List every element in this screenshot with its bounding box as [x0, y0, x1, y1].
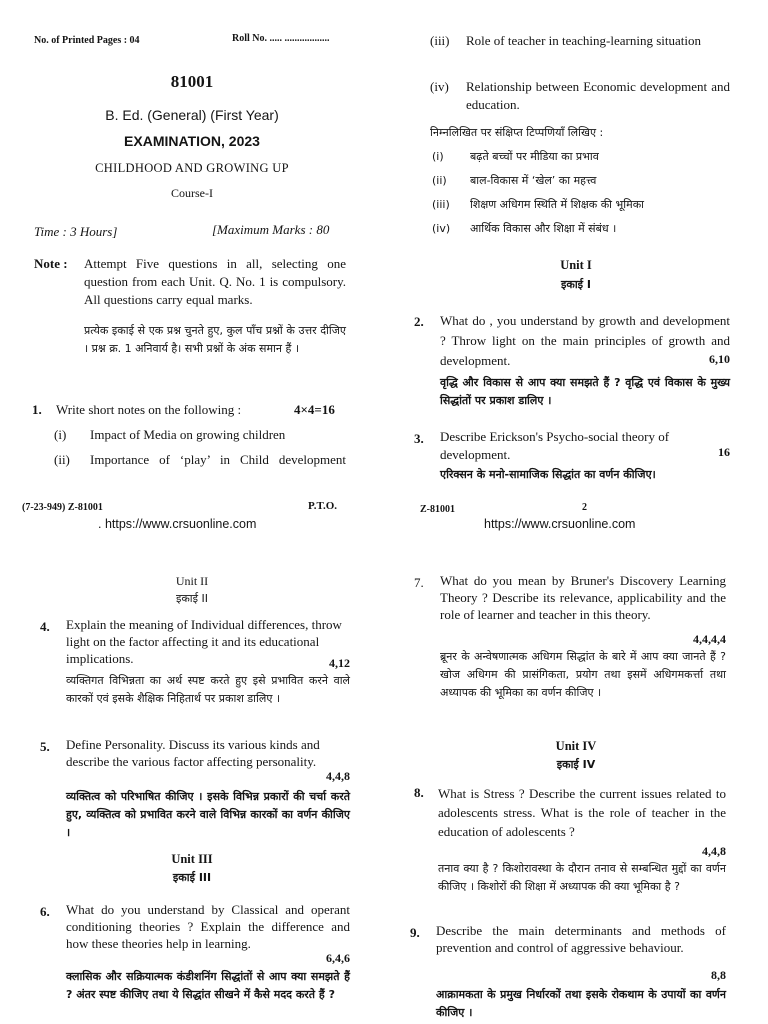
q1-hindi-item-iii-text: शिक्षण अधिगम स्थिति में शिक्षक की भूमिका	[470, 198, 644, 211]
q3-hindi: एरिक्सन के मनो-सामाजिक सिद्धांत का वर्णन कीजिए।	[440, 468, 656, 481]
q7-number: 7.	[414, 575, 424, 590]
q4-hindi: व्यक्तिगत विभिन्नता का अर्थ स्पष्ट करते हुए इसे प्रभावित करने वाले कारकों एवं इसके शैक्षिक निहितार्थ पर प्रकाश डालिए ।	[66, 674, 350, 705]
q3-marks: 16	[718, 445, 730, 459]
q1-number: 1.	[32, 402, 42, 417]
q1-item-iv-number: (iv)	[430, 79, 449, 94]
exam-page-4	[384, 556, 768, 1024]
exam-page-1	[0, 0, 384, 540]
q5-marks: 4,4,8	[326, 769, 350, 783]
q1-hindi-item-iv-number: (iv)	[432, 222, 451, 235]
q1-item-ii-number: (ii)	[54, 452, 70, 467]
q7-english: What do you mean by Bruner's Discovery Learning Theory ? Describe its relevance, applicability and the role of learner and teacher in this theory.	[440, 573, 726, 622]
q8-marks: 4,4,8	[702, 844, 726, 858]
q6-english: What do you understand by Classical and operant conditioning theories ? Explain the difference and how these theories help in learning.	[66, 902, 350, 951]
unit-2-heading: Unit II	[175, 574, 209, 588]
q6-marks: 6,4,6	[326, 951, 350, 965]
roll-no-label: Roll No. ..... ..................	[232, 33, 330, 44]
unit-4-heading: Unit IV	[555, 739, 597, 753]
printed-pages-label: No. of Printed Pages : 04	[34, 35, 140, 46]
q1-hindi-item-i-number: (i)	[432, 150, 444, 163]
q2-number: 2.	[414, 314, 424, 329]
unit-4-hindi-heading: इकाई IV	[556, 758, 596, 771]
course-label: Course-I	[171, 186, 213, 200]
q1-hindi-item-i-text: बढ़ते बच्चों पर मीडिया का प्रभाव	[470, 150, 599, 163]
program-title: B. Ed. (General) (First Year)	[105, 107, 279, 123]
q2-english: What do , you understand by growth and development ? Throw light on the main principles of growth and development.	[440, 313, 730, 368]
q3-english: Describe Erickson's Psycho-social theory of development.	[440, 429, 670, 462]
q9-english: Describe the main determinants and methods of prevention and control of aggressive behaviour.	[436, 923, 726, 955]
time-label: Time : 3 Hours]	[34, 224, 118, 239]
q5-hindi: व्यक्तित्व को परिभाषित कीजिए । इसके विभिन्न प्रकारों की चर्चा करते हुए, व्यक्तित्व को प्रभावित करने वाले विभिन्न कारकों का वर्णन कीजिए ।	[66, 790, 350, 839]
unit-2-hindi-heading: इकाई II	[175, 592, 209, 605]
q9-number: 9.	[410, 925, 420, 940]
exam-page-2	[384, 0, 768, 540]
q6-hindi: क्लासिक और सक्रियात्मक कंडीशनिंग सिद्धांतों से आप क्या समझते हैं ? अंतर स्पष्ट कीजिए तथा ये सिद्धांत सीखने में कैसे मदद करते हैं ?	[66, 970, 350, 1001]
q9-hindi: आक्रामकता के प्रमुख निर्धारकों तथा इसके रोकथाम के उपायों का वर्णन कीजिए ।	[436, 988, 726, 1019]
q1-hindi-item-iv-text: आर्थिक विकास और शिक्षा में संबंध ।	[470, 222, 617, 235]
q1-hindi-item-iii-number: (iii)	[432, 198, 450, 211]
q7-marks: 4,4,4,4	[693, 632, 726, 646]
footer-code: (7-23-949) Z-81001	[22, 502, 103, 513]
q8-number: 8.	[414, 785, 424, 800]
q4-number: 4.	[40, 619, 50, 634]
unit-1-hindi-heading: इकाई I	[560, 278, 592, 291]
q1-text: Write short notes on the following :	[56, 402, 242, 417]
q2-hindi: वृद्धि और विकास से आप क्या समझते हैं ? वृद्धि एवं विकास के मुख्य सिद्धांतों पर प्रकाश डालिए ।	[440, 376, 730, 407]
unit-3-hindi-heading: इकाई III	[172, 871, 212, 884]
max-marks-label: [Maximum Marks : 80	[212, 222, 330, 237]
q5-number: 5.	[40, 739, 50, 754]
note-english: Attempt Five questions in all, selecting one question from each Unit. Q. No. 1 is compulsory. All questions carry equal marks.	[84, 256, 346, 307]
unit-3-heading: Unit III	[171, 852, 213, 866]
q9-marks: 8,8	[711, 968, 726, 982]
unit-1-heading: Unit I	[560, 258, 592, 272]
q8-hindi: तनाव क्या है ? किशोरावस्था के दौरान तनाव से सम्बन्धित मुद्दों का वर्णन कीजिए । किशोरों की शिक्षा में अध्यापक की क्या भूमिका है ?	[438, 862, 726, 893]
q6-number: 6.	[40, 904, 50, 919]
q1-item-iii-number: (iii)	[430, 33, 450, 48]
q2-marks: 6,10	[709, 352, 730, 366]
q1-hindi-item-ii-number: (ii)	[432, 174, 447, 187]
exam-title: EXAMINATION, 2023	[124, 133, 260, 149]
note-hindi: प्रत्येक इकाई से एक प्रश्न चुनते हुए, कुल पाँच प्रश्नों के उत्तर दीजिए । प्रश्न क्र. 1 अनिवार्य है। सभी प्रश्नों के अंक समान हैं ।	[84, 324, 346, 355]
footer-pto: P.T.O.	[308, 500, 338, 512]
paper-code: 81001	[170, 72, 214, 91]
exam-page-3	[0, 556, 384, 1024]
q4-marks: 4,12	[329, 656, 350, 670]
q4-english: Explain the meaning of Individual differences, throw light on the factor affecting it and its educational implications.	[66, 617, 342, 666]
q1-item-i-text: Impact of Media on growing children	[90, 427, 286, 442]
note-label: Note :	[34, 256, 68, 271]
q1-hindi-intro: निम्नलिखित पर संक्षिप्त टिप्पणियाँ लिखिए :	[430, 126, 604, 139]
q1-item-iii-text: Role of teacher in teaching-learning situation	[466, 33, 701, 48]
q7-hindi: ब्रूनर के अन्वेषणात्मक अधिगम सिद्धांत के बारे में आप क्या जानते हैं ? खोज अधिगम की प्रासंगिकता, प्रयोग तथा इसमें अधिगमकर्त्ता तथा अध्यापक की भूमिका का वर्णन कीजिए ।	[440, 650, 726, 699]
q8-english: What is Stress ? Describe the current issues related to adolescents stress. What is the role of teacher in the education of adolescents ?	[438, 786, 726, 839]
q1-item-ii-text	[90, 451, 346, 469]
q3-number: 3.	[414, 431, 424, 446]
q1-item-ii-text-content: Importance of ‘play’ in Child development	[90, 452, 346, 467]
q1-item-iv-text: Relationship between Economic development and education.	[466, 79, 730, 112]
footer-page-number: 2	[582, 502, 587, 513]
q1-hindi-item-ii-text: बाल-विकास में ‘खेल’ का महत्त्व	[470, 174, 597, 187]
subject-title: CHILDHOOD AND GROWING UP	[95, 161, 289, 175]
footer-url: . https://www.crsuonline.com	[98, 517, 257, 531]
q5-english: Define Personality. Discuss its various kinds and describe the various factor affecting personality.	[66, 737, 320, 769]
footer-url: https://www.crsuonline.com	[484, 517, 636, 531]
q1-item-i-number: (i)	[54, 427, 67, 442]
footer-code: Z-81001	[420, 504, 455, 515]
q1-marks: 4×4=16	[294, 402, 335, 417]
